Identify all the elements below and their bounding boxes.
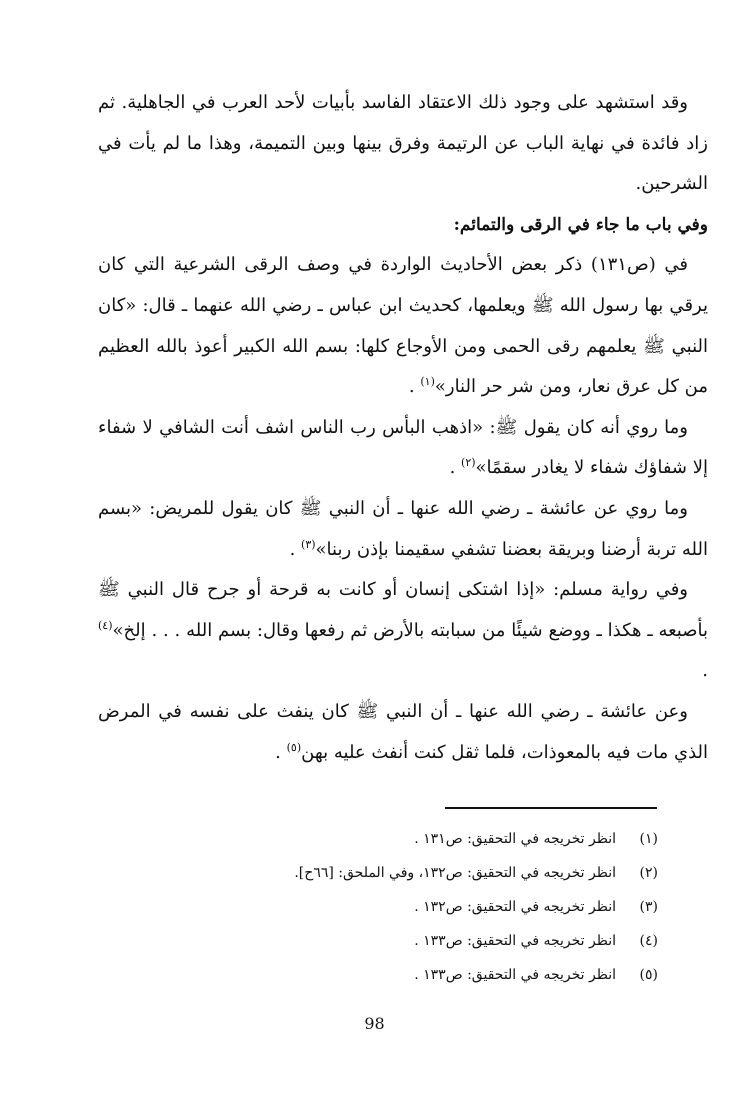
paragraph-aisha-1: وما روي عن عائشة ـ رضي الله عنها ـ أن النبي ﷺ كان يقول للمريض: «بسم الله تربة أرضنا وبريقة بعضنا تشفي سقيمنا بإذن ربنا»$^{(٣)}$ .: [98, 497, 708, 560]
footnote-item: [98, 856, 658, 890]
footnote-ref: (٣): [301, 537, 316, 551]
paragraph-ibn-abbas: في (ص١٣١) ذكر بعض الأحاديث الواردة في وصف الرقى الشرعية التي كان يرقي بها رسول الله ﷺ ويعلمها، كحديث ابن عباس ـ رضي الله عنهما ـ قال: «كان النبي ﷺ يعلمهم رقى الحمى ومن الأوجاع كلها: بسم الله الكبير أعوذ بالله العظيم من كل عرق نعار، ومن شر حر النار»$^{(١)}$ .: [98, 254, 708, 398]
footnote-number: (٣): [639, 899, 658, 915]
footnote-number: (٤): [639, 933, 658, 949]
footnote-ref: (٤): [98, 618, 113, 632]
footnote-item: [98, 924, 658, 958]
footnote-text: انظر تخريجه في التحقيق: ص١٣٢، وفي الملحق: [٦٦ح].: [294, 865, 616, 881]
paragraph-intro: وقد استشهد على وجود ذلك الاعتقاد الفاسد بأبيات لأحد العرب في الجاهلية. ثم زاد فائدة في نهاية الباب عن الرتيمة وفرق بينها وبين التميمة، وهذا ما لم يأت في الشرحين.: [98, 92, 708, 195]
paragraph-muslim: وفي رواية مسلم: «إذا اشتكى إنسان أو كانت به قرحة أو جرح قال النبي ﷺ بأصبعه ـ هكذا ـ ووضع شيئًا من سبابته بالأرض ثم رفعها وقال: بسم الله . . . إلخ»$^{(٤)}$ .: [98, 579, 708, 682]
section-heading: وفي باب ما جاء في الرقى والتمائم:: [453, 214, 708, 235]
footnotes: [98, 822, 658, 992]
footnote-text: انظر تخريجه في التحقيق: ص١٣٣ .: [414, 933, 616, 949]
footnote-text: انظر تخريجه في التحقيق: ص١٣١ .: [414, 831, 616, 847]
footnote-item: [98, 822, 658, 856]
footnote-ref: (٥): [286, 740, 302, 754]
footnote-ref: (٢): [461, 456, 476, 470]
footnote-item: [98, 958, 658, 992]
footnote-number: (٢): [639, 865, 658, 881]
footnote-text: انظر تخريجه في التحقيق: ص١٣٣ .: [414, 967, 616, 983]
footnote-ref: (١): [420, 375, 435, 389]
footnote-divider: [445, 807, 657, 809]
footnote-number: (٥): [639, 967, 658, 983]
paragraph-aisha-2: وعن عائشة ـ رضي الله عنها ـ أن النبي ﷺ كان ينفث على نفسه في المرض الذي مات فيه بالمعوذات، فلما ثقل كنت أنفث عليه بهن$^{(٥)}$ .: [98, 700, 708, 763]
page-number: 98: [364, 1014, 385, 1033]
paragraph-idhhab: وما روي أنه كان يقول ﷺ: «اذهب البأس رب الناس اشف أنت الشافي لا شفاء إلا شفاؤك شفاء لا يغادر سقمًا»$^{(٢)}$ .: [98, 416, 708, 479]
footnote-text: انظر تخريجه في التحقيق: ص١٣٢ .: [414, 899, 616, 915]
footnote-number: (١): [639, 831, 658, 847]
footnote-item: [98, 890, 658, 924]
main-text: [98, 83, 708, 773]
